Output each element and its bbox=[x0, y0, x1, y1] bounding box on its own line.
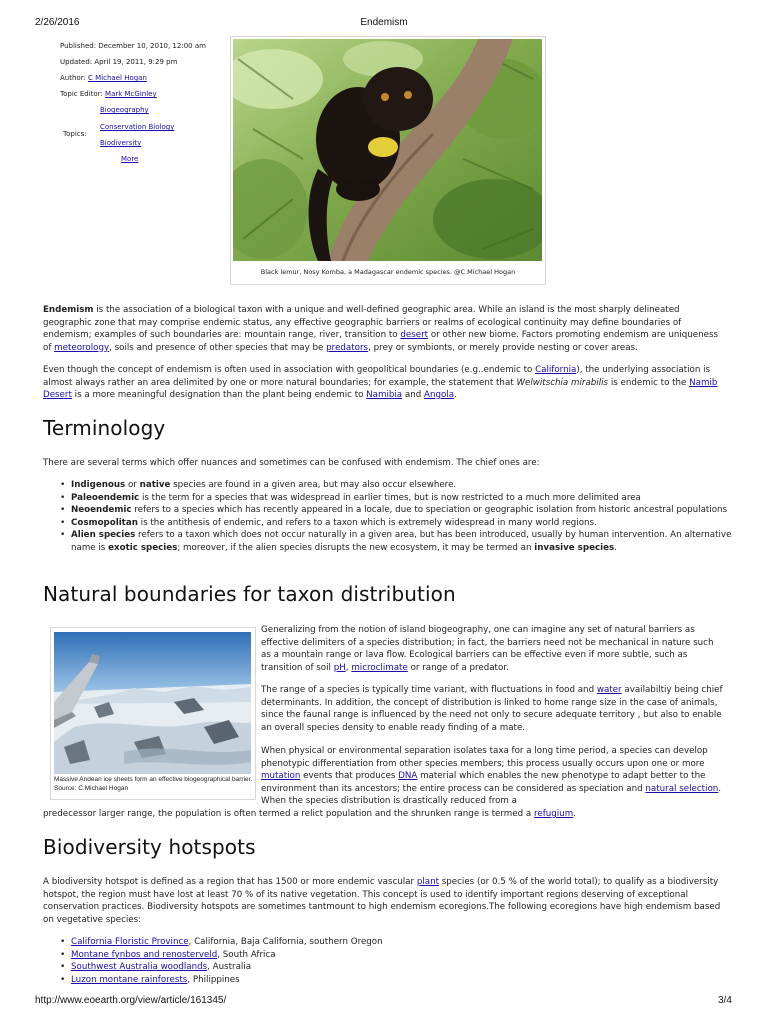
boundaries-paragraph-2 bbox=[261, 684, 726, 734]
link-angola[interactable]: Angola bbox=[424, 390, 455, 400]
black-lemur-photo bbox=[233, 39, 542, 261]
hotspots-paragraph bbox=[43, 876, 723, 926]
text-span: , Australia bbox=[207, 962, 252, 972]
text-span: or other new biome. Factors promoting endemism are uniqueness of bbox=[43, 330, 719, 353]
term-endemism: Endemism bbox=[43, 305, 94, 315]
link-water[interactable]: water bbox=[596, 685, 622, 695]
lemur-figure bbox=[230, 36, 546, 285]
list-item bbox=[43, 517, 733, 530]
link-microclimate[interactable]: microclimate bbox=[351, 662, 408, 673]
list-item bbox=[43, 492, 733, 505]
link-namib-desert[interactable]: Namib Desert bbox=[43, 377, 718, 400]
link-luzon-montane-rainforests[interactable]: Luzon montane rainforests bbox=[71, 974, 188, 985]
link-california-floristic-province[interactable]: California Floristic Province bbox=[71, 937, 189, 947]
text-span: or bbox=[125, 480, 140, 490]
text-span: is a more meaningful designation than the plant being endemic to bbox=[71, 390, 367, 400]
link-refugium[interactable]: refugium bbox=[533, 809, 574, 819]
list-item bbox=[43, 529, 733, 554]
term: Indigenous bbox=[71, 480, 126, 490]
link-ph[interactable]: pH bbox=[333, 662, 346, 673]
page-number: 3/4 bbox=[718, 995, 732, 1006]
topics-list bbox=[60, 102, 230, 168]
text-span: , bbox=[345, 662, 352, 673]
link-natural-selection[interactable]: natural selection bbox=[645, 783, 719, 794]
text-span: is endemic to the bbox=[608, 377, 690, 388]
text-span: ), the underlying association is almost always rather an area delimited by one or more natural boundaries; for example, the statement that bbox=[43, 365, 711, 388]
list-item bbox=[43, 504, 733, 517]
species-name: Welwitschia mirabilis bbox=[516, 377, 609, 388]
text-span: predecessor larger range, the population is often termed a relict population and the shrunken range is termed a bbox=[43, 809, 534, 819]
term: exotic species bbox=[108, 542, 178, 553]
list-item bbox=[43, 961, 733, 974]
heading-natural-boundaries: Natural boundaries for taxon distribution bbox=[43, 582, 456, 606]
author-label: Author: bbox=[60, 74, 86, 82]
lemur-photo-caption: Black lemur, Nosy Komba, a Madagascar endemic species. @C.Michael Hogan bbox=[260, 268, 516, 276]
text-span: species are found in a given area, but may also occur elsewhere. bbox=[170, 480, 457, 490]
text-span: , soils and presence of other species that may be bbox=[109, 342, 327, 353]
text-span: and bbox=[402, 390, 424, 400]
topic-link-biodiversity[interactable]: Biodiversity bbox=[100, 139, 142, 147]
text-span: is the antithesis of endemic, and refers to a taxon which is extremely widespread in many world regions. bbox=[137, 517, 597, 528]
heading-biodiversity-hotspots: Biodiversity hotspots bbox=[43, 835, 256, 859]
intro-paragraph-1 bbox=[43, 304, 723, 354]
text-span: Even though the concept of endemism is often used in association with geopolitical boundaries (e.g..endemic to bbox=[43, 365, 536, 375]
editor-row bbox=[60, 86, 230, 102]
boundaries-paragraph-3-continued bbox=[43, 808, 723, 821]
link-montane-fynbos[interactable]: Montane fynbos and renosterveld bbox=[71, 949, 218, 960]
text-span: , South Africa bbox=[217, 949, 276, 960]
text-span: availabiltiy being chief determinants. In addition, the concept of distribution is linked to home range size in the case of animals, since the faunal range is influenced by the need not only to secure adequate territory , but also to enable an overall species density to enable ready finding of a mate. bbox=[261, 685, 723, 733]
text-span: . When the species distribution is drastically reduced from a bbox=[261, 783, 722, 806]
author-link[interactable]: C Michael Hogan bbox=[88, 74, 147, 82]
heading-terminology: Terminology bbox=[43, 416, 166, 440]
published-date: Published: December 10, 2010, 12:00 am bbox=[60, 42, 206, 50]
list-item bbox=[43, 936, 733, 949]
footer-url: http://www.eoearth.org/view/article/161345/ bbox=[35, 995, 227, 1006]
term: native bbox=[139, 480, 171, 490]
glacier-figure bbox=[50, 627, 256, 800]
boundaries-paragraph-1 bbox=[261, 624, 726, 674]
link-mutation[interactable]: mutation bbox=[261, 771, 301, 781]
term: invasive species bbox=[534, 542, 615, 553]
topics-more-link[interactable]: More bbox=[121, 155, 139, 163]
editor-label: Topic Editor: bbox=[60, 90, 103, 98]
text-span: events that produces bbox=[300, 771, 399, 781]
list-item bbox=[43, 479, 733, 492]
text-span: The range of a species is typically time variant, with fluctuations in food and bbox=[261, 685, 597, 695]
link-predators[interactable]: predators bbox=[326, 342, 369, 353]
intro-paragraph-2 bbox=[43, 364, 723, 402]
text-span: A biodiversity hotspot is defined as a region that has 1500 or more endemic vascular bbox=[43, 877, 417, 887]
text-span: , Philippines bbox=[187, 974, 240, 985]
term: Alien species bbox=[71, 530, 136, 540]
text-span: , California, Baja California, southern Oregon bbox=[188, 937, 383, 947]
editor-link[interactable]: Mark McGinley bbox=[105, 90, 157, 98]
print-title: Endemism bbox=[360, 17, 408, 28]
topic-link-biogeography[interactable]: Biogeography bbox=[100, 106, 149, 114]
link-southwest-australia-woodlands[interactable]: Southwest Australia woodlands bbox=[71, 962, 208, 972]
text-span: refers to a species which has recently appeared in a locale, due to speciation or geographic isolation from historic ancestral populations bbox=[131, 505, 728, 515]
print-date: 2/26/2016 bbox=[35, 17, 80, 28]
text-span: is the association of a biological taxon with a unique and well-defined geographic area. While an island is the most sharply delineated geographic zone that may comprise endemic status, any effective geographic barriers or realms of ecological continuity may define boundaries of endemism; examples of such boundaries are: mountain range, river, transition to bbox=[43, 305, 682, 340]
text-span: is the term for a species that was widespread in earlier times, but is now restricted to a much more delimited area bbox=[139, 492, 641, 503]
glacier-photo-caption: Massive Andean ice sheets form an effective biogeographical barrier. Source: C.Michael Hogan bbox=[54, 776, 253, 792]
text-span: . bbox=[454, 390, 457, 400]
andean-ice-sheets-photo bbox=[54, 632, 251, 774]
link-desert[interactable]: desert bbox=[400, 330, 429, 340]
link-california[interactable]: California bbox=[535, 365, 577, 375]
text-span: material which enables the new phenotype to adapt better to the environment than its ancestors; the entire process can be considered as speciation and bbox=[261, 771, 706, 794]
article-meta bbox=[60, 38, 230, 168]
link-meteorology[interactable]: meteorology bbox=[54, 342, 110, 353]
topics-label: Topics: bbox=[63, 130, 87, 138]
term: Paleoendemic bbox=[71, 492, 140, 503]
text-span: or range of a predator. bbox=[407, 662, 509, 673]
list-item bbox=[43, 974, 733, 987]
text-span: ; moreover, if the alien species disrupts the new ecosystem, it may be termed an bbox=[177, 542, 535, 553]
text-span: species (or 0.5 % of the world total); to qualify as a biodiversity hotspot, the region must have lost at least 70 % of its native vegetation. This concept is used to identify important regions deserving of exceptional conservation practices. Biodiversity hotspots are sometimes tantmount to high endemism ecoregions.The following ecoregions have high endemism based on vegetative species: bbox=[43, 877, 721, 925]
terminology-list bbox=[43, 479, 733, 554]
terminology-intro: There are several terms which offer nuances and sometimes can be confused with endemism. The chief ones are: bbox=[43, 458, 540, 468]
text-span: . bbox=[573, 809, 576, 819]
updated-date: Updated: April 19, 2011, 9:29 pm bbox=[60, 58, 178, 66]
topic-link-conservation-biology[interactable]: Conservation Biology bbox=[100, 123, 175, 131]
boundaries-paragraph-3 bbox=[261, 745, 726, 808]
text-span: , prey or symbionts, or merely provide nesting or cover areas. bbox=[368, 342, 638, 353]
text-span: Generalizing from the notion of island biogeography, one can imagine any set of natural barriers as effective delimiters of a species distribution; in fact, the barriers need not be mechanical in nature such as a mountain range or lava flow. Ecological barriers can be effective even if more subtle, such as transition of soil bbox=[261, 625, 714, 673]
hotspots-list bbox=[43, 936, 733, 986]
term: Neoendemic bbox=[71, 505, 132, 515]
text-span: refers to a taxon which does not occur naturally in a given area, but has been introduced, usually by human intervention. An alternative name is bbox=[71, 530, 732, 553]
link-plant[interactable]: plant bbox=[416, 877, 439, 887]
text-span: . bbox=[614, 542, 617, 553]
link-namibia[interactable]: Namibia bbox=[366, 390, 403, 400]
list-item bbox=[43, 949, 733, 962]
text-span: When physical or environmental separation isolates taxa for a long time period, a species can develop phenotypic differentiation from other species members; this process usually occurs upon one or more bbox=[261, 746, 708, 769]
term: Cosmopolitan bbox=[71, 517, 138, 528]
link-dna[interactable]: DNA bbox=[398, 771, 418, 781]
author-row bbox=[60, 70, 230, 86]
